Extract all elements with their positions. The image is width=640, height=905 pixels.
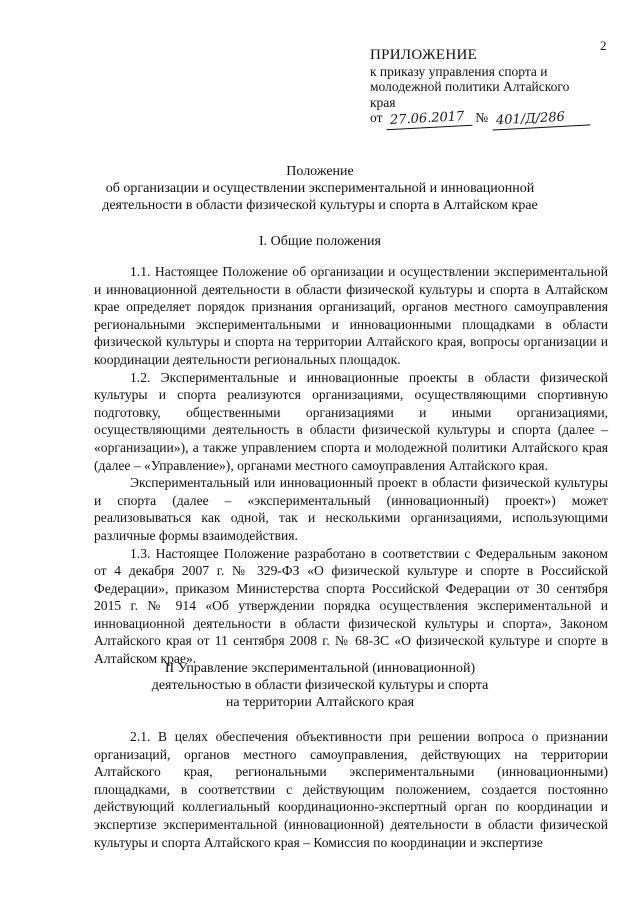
document-title	[60, 163, 580, 214]
handwritten-date: 27.06.2017	[385, 109, 472, 130]
document-title-line: Положение	[286, 164, 354, 179]
page-number: 2	[600, 38, 607, 53]
section-2-heading-line: II Управление экспериментальной (инновационной)	[164, 661, 476, 676]
section-2-body	[94, 728, 608, 851]
section-2-heading-line: деятельностью в области физической культуры и спорта	[151, 678, 489, 693]
appendix-line: края	[370, 94, 396, 110]
section-2-heading	[60, 660, 580, 711]
date-prefix: от	[370, 110, 383, 125]
document-title-line: деятельности в области физической культуры и спорта в Алтайском крае	[102, 198, 538, 213]
appendix-line: молодежной политики Алтайского	[370, 79, 570, 94]
section-2-heading-line: на территории Алтайского края	[225, 695, 415, 710]
section-1-heading: I. Общие положения	[259, 234, 381, 249]
number-sign: №	[475, 110, 489, 125]
handwritten-order-number: 401/Д/286	[491, 108, 590, 130]
paragraph-2-1: 2.1. В целях обеспечения объективности при решении вопроса о признании организаций, органов местного самоуправления, действующих на территории Алтайского края, региональными экспериментальными (инновационными) площадками, в соответствии с действующим положением, создается постоянно действующий коллегиальный координационно-экспертный орган по координации и экспертизе экспериментальной (инновационной) деятельности в области физической культуры и спорта Алтайского края – Комиссия по координации и экспертизе	[94, 729, 608, 850]
order-date-number-line	[370, 110, 620, 128]
section-1-body	[94, 263, 608, 668]
appendix-line: к приказу управления спорта и	[370, 63, 548, 79]
appendix-block	[370, 48, 620, 128]
paragraph-1-1: 1.1. Настоящее Положение об организации и осуществлении экспериментальной и инновационной деятельности в области физической культуры и спорта в Алтайском крае определяет порядок признания организаций, органов местного самоуправления региональными экспериментальными и инновационными площадками в области физической культуры и спорта на территории Алтайского края, вопросы организации и координации деятельности региональных площадок.	[94, 264, 608, 367]
paragraph-1-2: 1.2. Экспериментальные и инновационные проекты в области физической культуры и спорта реализуются организациями, осуществляющими спортивную подготовку, общественными организациями и иными организациями, осуществляющими деятельность в области физической культуры и спорта (далее – «организации»), а также управлением спорта и молодежной политики Алтайского края (далее – «Управление»), органами местного самоуправления Алтайского края.	[94, 369, 608, 473]
paragraph-1-2-cont: Экспериментальный или инновационный проект в области физической культуры и спорта (далее – «экспериментальный (инновационный) проект») может реализовываться как одной, так и несколькими организациями, использующими различные формы взаимодействия.	[94, 475, 608, 543]
appendix-title: ПРИЛОЖЕНИЕ	[370, 47, 478, 63]
document-title-line: об организации и осуществлении экспериментальной и инновационной	[105, 181, 535, 196]
paragraph-1-3: 1.3. Настоящее Положение разработано в соответствии с Федеральным законом от 4 декабря 2007 г. № 329-ФЗ «О физической культуре и спорте в Российской Федерации», приказом Министерства спорта Российской Федерации от 30 сентября 2015 г. № 914 «Об утверждении порядка осуществления экспериментальной и инновационной деятельности в области физической культуры и спорта», Законом Алтайского края от 11 сентября 2008 г. № 68-ЗС «О физической культуре и спорте в Алтайском крае».	[94, 545, 608, 667]
